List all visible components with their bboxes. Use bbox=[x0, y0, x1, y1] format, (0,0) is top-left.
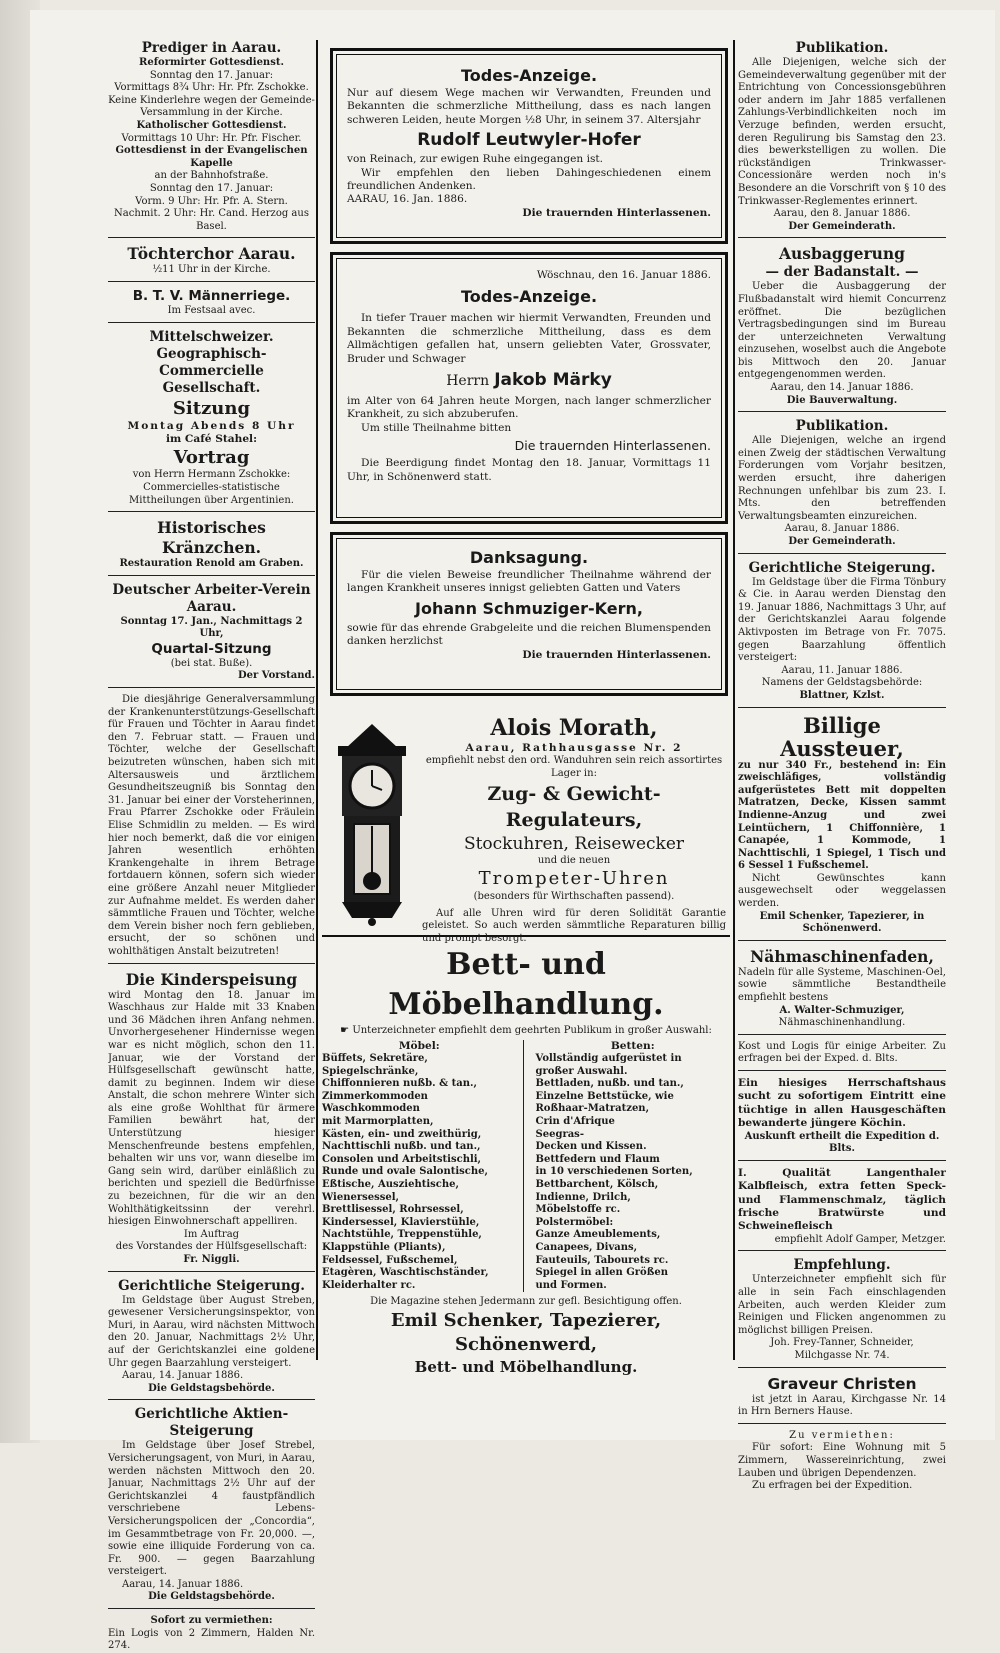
notice-title: Billige Aussteuer, bbox=[780, 712, 904, 761]
deceased-name: Rudolf Leutwyler-Hofer bbox=[417, 130, 641, 151]
notice-body: Alle Diejenigen, welche an irgend einen Zweig der städtischen Verwaltung Forderungen vom Vorjahr besitzen, werden ersucht, ihre daherigen Rechnungen unfehlbar bis zum 23. I. Mts. den betreffenden Verwaltungsbeamten einzureichen. bbox=[738, 435, 946, 522]
notice-body: Ein hiesiges Herrschaftshaus sucht zu sofortigem Eintritt eine tüchtige in allen Hausgeschäften bewanderte jüngere Köchin. bbox=[738, 1077, 946, 1130]
notice-body: zu nur 340 Fr., bestehend in: Ein zweischläfiges, vollständig aufgerüstetes Bett mit doppelten Matratzen, Decke, Kissen sammt Indienne-Anzug und zwei Leintüchern, 1 Chiffonnière, 1 Canapée, 1 Kommode, 1 Nachttischli, 1 Spiegel, 1 Tisch und 6 Sessel 1 Fußschemel. bbox=[738, 759, 946, 872]
list-item: Bettfedern und Flaum bbox=[535, 1153, 660, 1165]
notice-title: Die Kinderspeisung bbox=[125, 969, 298, 989]
kraenzchen-notice bbox=[108, 518, 315, 576]
kinderspeisung-notice bbox=[108, 970, 315, 1272]
list-item: Waschkommoden bbox=[322, 1103, 420, 1115]
text-line: an der Bahnhofstraße. bbox=[154, 170, 269, 182]
list-item: Chiffonnieren nußb. & tan., bbox=[322, 1078, 477, 1090]
signature: Die trauernden Hinterlassenen. bbox=[522, 206, 711, 219]
list-item: Vollständig aufgerüstet in bbox=[535, 1053, 682, 1064]
date-line: Aarau, 14. Januar 1886. bbox=[122, 1370, 244, 1382]
text-line: Sonntag den 17. Januar: bbox=[149, 69, 274, 81]
signature: Die trauernden Hinterlassenen. bbox=[522, 648, 711, 661]
empfehlung-notice bbox=[738, 1257, 946, 1367]
notice-body: wird Montag den 18. Januar im Waschhaus zur Halde mit 33 Knaben und 36 Mädchen ihren Anfang nehmen. Unvorhergesehener Hindernisse wegen war es nicht möglich, schon den 11. Januar, wie der Vorstand der Hülfsgesellschaft gewünscht hatte, damit zu beginnen. Indem wir diese Anstalt, die schon mehrere Winter sich als eine große Wohlthat für ärmere Familien bewährt hat, der Unterstützung hiesiger Menschenfreunde bestens empfehlen, behalten wir uns vor, wann dieselbe im Gang sein wird, darüber einläßlich zu berichten und speziell die Bedürfnisse zu bezeichnen, für die wir an den Wohlthätigkeitssinn der verehrl. hiesigen Einwohnerschaft appelliren. bbox=[108, 989, 315, 1228]
list-item: Seegras- bbox=[535, 1128, 584, 1140]
text-line: Reformirter Gottesdienst. bbox=[139, 57, 284, 68]
address-line: Aarau, Rathhausgasse Nr. 2 bbox=[465, 742, 683, 754]
aktien-steigerung-notice bbox=[108, 1406, 315, 1609]
list-item: Nachttischli nußb. und tan., bbox=[322, 1141, 481, 1153]
notice-title: Gerichtliche Steigerung. bbox=[118, 1277, 305, 1294]
wall-clock-icon bbox=[326, 718, 418, 928]
danksagung-notice bbox=[330, 532, 728, 696]
todes-anzeige-leutwyler bbox=[330, 48, 728, 244]
list-item: Brettlisessel, Rohrsessel, bbox=[322, 1204, 464, 1216]
notice-body: Ein Logis von 2 Zimmern, Halden Nr. 274. bbox=[108, 1627, 315, 1652]
list-item: Nachtstühle, Treppenstühle, bbox=[322, 1229, 482, 1241]
arbeiterverein-notice bbox=[108, 582, 315, 688]
signature: Die Bauverwaltung. bbox=[786, 394, 898, 406]
text-line: sowie für das ehrende Grabgeleite und die reichen Blumenspenden danken herzlichst bbox=[347, 621, 711, 648]
naehmaschinen-ad bbox=[738, 947, 946, 1035]
text-line: Wir empfehlen den lieben Dahingeschiedenen einem freundlichen Andenken. bbox=[347, 166, 711, 193]
toechterchor-notice bbox=[108, 244, 315, 282]
notice-title: Publikation. bbox=[795, 418, 889, 435]
product-columns bbox=[322, 1040, 730, 1293]
signature: Emil Schenker, Tapezierer, in Schönenwerd. bbox=[759, 910, 925, 935]
signature: Die trauernden Hinterlassenen. bbox=[514, 438, 711, 454]
text-line: Nicht Gewünschtes kann ausgewechselt oder weggelassen werden. bbox=[738, 872, 946, 910]
notice-body: Im Geldstage über Josef Strebel, Versicherungsagent, von Muri, in Aarau, werden nächsten Mittwoch den 20. Januar, Nachmittags 2½ Uhr auf der Gerichtskanzlei 4 faustpfändlich verschriebene Lebens-Versicherungspolicen der „Concordia“, im Gesammtbetrage von Fr. 20,000. —, sowie eine illiquide Forderung von ca. Fr. 900. — gegen Baarzahlung versteigert. bbox=[108, 1440, 315, 1578]
publikation-2 bbox=[738, 418, 946, 553]
gerichtliche-steigerung-right bbox=[738, 560, 946, 708]
list-item: Möbelstoffe rc. bbox=[535, 1204, 621, 1216]
text-line: Vorm. 9 Uhr: Hr. Pfr. A. Stern. bbox=[135, 195, 288, 207]
notice-title: Danksagung. bbox=[469, 548, 589, 567]
publikation-1 bbox=[738, 40, 946, 238]
prediger-notice bbox=[108, 40, 315, 238]
signature: empfiehlt Adolf Gamper, Metzger. bbox=[774, 1233, 946, 1245]
notice-body: In tiefer Trauer machen wir hiermit Verwandten, Freunden und Bekannten die schmerzliche Mittheilung, dass es dem Allmächtigen gefallen hat, unsern geliebten Vater, Grossvater, Bruder und Schwager bbox=[347, 312, 711, 365]
notice-title: Ausbaggerung bbox=[779, 244, 905, 264]
list-item: Ganze Ameublements, bbox=[535, 1229, 661, 1241]
notice-body: Nur auf diesem Wege machen wir Verwandten, Freunden und Bekannten die schmerzliche Mittheilung, dass es nach langen schweren Leiden, heute Morgen ½8 Uhr, in seinem 37. Altersjahr bbox=[347, 87, 711, 126]
text-line: und die neuen bbox=[537, 854, 611, 866]
text-line: Die Beerdigung findet Montag den 18. Januar, Vormittags 11 Uhr, in Schönenwerd statt. bbox=[347, 457, 711, 483]
text-line: Restauration Renold am Graben. bbox=[119, 558, 304, 570]
notice-title: Publikation. bbox=[795, 40, 889, 56]
signature: A. Walter-Schmuziger, bbox=[779, 1004, 905, 1016]
list-heading: Betten: bbox=[610, 1039, 655, 1052]
notice-body: Im Geldstage über August Streben, gewesener Versicherungsinspektor, von Muri, in Aarau, wird nächsten Mittwoch den 20. Januar, Nachmittags 2½ Uhr, auf der Gerichtskanzlei eine goldene Uhr gegen Baarzahlung versteigert. bbox=[108, 1294, 315, 1369]
date-line: Aarau, den 8. Januar 1886. bbox=[773, 208, 911, 220]
notice-body: Kost und Logis für einige Arbeiter. Zu erfragen bei der Exped. d. Blts. bbox=[738, 1040, 946, 1065]
notice-title: Nähmaschinenfaden, bbox=[750, 946, 934, 966]
date-line: AARAU, 16. Jan. 1886. bbox=[347, 193, 468, 206]
text-line: Sonntag 17. Jan., Nachmittags 2 Uhr, bbox=[120, 615, 303, 640]
list-item: Consolen und Arbeitstischli, bbox=[322, 1153, 482, 1165]
text-line: von Reinach, zur ewigen Ruhe eingegangen ist. bbox=[347, 153, 604, 166]
text-line: Vormittags 10 Uhr: Hr. Pfr. Fischer. bbox=[121, 132, 302, 144]
list-item: Eßtische, Ausziehtische, bbox=[322, 1178, 459, 1190]
notice-title: Empfehlung. bbox=[793, 1257, 891, 1274]
text-line: Katholischer Gottesdienst. bbox=[136, 119, 287, 131]
list-item: Büffets, Sekretäre, bbox=[322, 1053, 428, 1064]
list-item: Spiegelschränke, bbox=[322, 1065, 419, 1077]
notice-title: Todes-Anzeige. bbox=[460, 287, 598, 307]
list-item: großer Auswahl. bbox=[535, 1065, 628, 1077]
list-item: Indienne, Drilch, bbox=[535, 1191, 631, 1203]
list-item: Bettladen, nußb. und tan., bbox=[535, 1078, 684, 1090]
signature: Der Gemeinderath. bbox=[788, 536, 896, 547]
list-item: Bettbarchent, Kölsch, bbox=[535, 1178, 659, 1190]
notice-title: Zu vermiethen: bbox=[789, 1429, 895, 1441]
signature: Bett- und Möbelhandlung. bbox=[414, 1357, 638, 1376]
signature: Nähmaschinenhandlung. bbox=[778, 1017, 906, 1029]
text-line: (bei stat. Buße). bbox=[170, 657, 253, 669]
list-item: Kästen, ein- und zweithürig, bbox=[322, 1128, 482, 1140]
list-item: Runde und ovale Salontische, bbox=[322, 1166, 488, 1178]
list-item: in 10 verschiedenen Sorten, bbox=[535, 1166, 693, 1178]
notice-body: Die diesjährige Generalversammlung der Krankenunterstützungs-Gesellschaft für Frauen und Töchter in Aarau findet den 7. Februar statt. — Frauen und Töchter, welche der Gesellschaft beizutreten wünschen, haben sich mit Altersausweis und ärztlichem Gesundheitszeugniß bis Sonntag den 31. Januar bei einer der Vorsteherinnen, Frau Pfarrer Zschokke oder Fräulein Elise Schmidlin zu melden. — Es wird hier noch bemerkt, daß die vor einigen Jahren wesentlich erhöhten Krankengehalte in ihrem Betrage fortdauern können, sofern sich wieder eine größere Anzahl neuer Mitglieder zur Aufnahme meldet. Es werden daher sämmtliche Frauen und Töchter, welche dem Verein bisher noch fern geblieben, ersucht, der so schönen und wohlthätigen Anstalt beizutreten! bbox=[108, 694, 315, 957]
notice-title: Prediger in Aarau. bbox=[141, 40, 282, 56]
text-line: des Vorstandes der Hülfsgesellschaft: bbox=[115, 1241, 308, 1253]
ausbaggerung-notice bbox=[738, 244, 946, 412]
signature: Der Gemeinderath. bbox=[788, 220, 896, 232]
text-line: Versammlung in der Kirche. bbox=[140, 107, 283, 119]
geo-society-notice bbox=[108, 329, 315, 513]
moebel-list bbox=[322, 1040, 524, 1293]
text-line: Auskunft ertheilt die Expedition d. Blts. bbox=[744, 1130, 940, 1155]
signature: Emil Schenker, Tapezierer, Schönenwerd, bbox=[390, 1309, 662, 1355]
herrschaftshaus-notice bbox=[738, 1077, 946, 1161]
list-item: Kindersessel, Klavierstühle, bbox=[322, 1216, 480, 1228]
notice-body: Auf alle Uhren wird für deren Solidität Garantie geleistet. So auch werden sämmtliche Reparaturen billig und prompt besorgt. bbox=[422, 907, 726, 944]
text-line: von Herrn Hermann Zschokke: bbox=[132, 469, 291, 481]
footer-line: Die Magazine stehen Jedermann zur gefl. Besichtigung offen. bbox=[370, 1296, 682, 1308]
signature: Joh. Frey-Tanner, Schneider, bbox=[770, 1337, 914, 1349]
text-line: im Café Stahel: bbox=[166, 432, 257, 445]
metzger-ad bbox=[738, 1167, 946, 1252]
signature: Der Vorstand. bbox=[237, 670, 315, 682]
text-line: Namens der Geldstagsbehörde: bbox=[761, 677, 923, 689]
vermieten-right-notice bbox=[738, 1430, 946, 1493]
pointing-hand-icon: ☛ bbox=[340, 1025, 353, 1036]
date-line: Aarau, 14. Januar 1886. bbox=[122, 1578, 244, 1590]
text-line: Montag Abends 8 Uhr bbox=[127, 419, 296, 432]
list-item: Spiegel in allen Größen bbox=[535, 1267, 668, 1279]
date-line: Aarau, 11. Januar 1886. bbox=[781, 664, 903, 676]
notice-body: ist jetzt in Aarau, Kirchgasse Nr. 14 in Hrn Berners Hause. bbox=[738, 1393, 946, 1418]
text-line: empfiehlt nebst den ord. Wanduhren sein reich assortirtes Lager in: bbox=[425, 755, 723, 779]
ad-title: Bett- und Möbelhandlung. bbox=[388, 947, 664, 1022]
text-line: Nachmit. 2 Uhr: Hr. Cand. Herzog aus Basel. bbox=[114, 208, 309, 232]
notice-title: B. T. V. Männerriege. bbox=[132, 287, 291, 304]
deceased-name: Jakob Märky bbox=[494, 370, 612, 391]
krankenverein-notice bbox=[108, 694, 315, 963]
text-line: Gottesdienst in der Evangelischen Kapelle bbox=[115, 145, 308, 169]
date-line: Wöschnau, den 16. Januar 1886. bbox=[536, 269, 711, 281]
notice-body: Ueber die Ausbaggerung der Flußbadanstalt wird hiemit Concurrenz eröffnet. Die bezüglichen Vertragsbedingungen sind im Bureau der unterzeichneten Verwaltung einzusehen, woselbst auch die Angebote bis Mittwoch den 20. Januar entgegengenommen werden. bbox=[738, 281, 946, 381]
notice-body: I. Qualität Langenthaler Kalbfleisch, extra fetten Speck- und Flammenschmalz, täglich frische Bratwürste und Schweinefleisch bbox=[738, 1166, 946, 1233]
text-line: Keine Kinderlehre wegen der Gemeinde- bbox=[108, 94, 315, 106]
deceased-name: Johann Schmuziger-Kern, bbox=[415, 598, 643, 618]
list-item: Einzelne Bettstücke, wie bbox=[535, 1090, 674, 1102]
list-item: Wienersessel, bbox=[322, 1191, 400, 1203]
signature: Milchgasse Nr. 74. bbox=[794, 1350, 890, 1361]
aussteuer-ad bbox=[738, 714, 946, 941]
notice-body: Im Geldstage über die Firma Tönbury & Cie. in Aarau werden Dienstag den 19. Januar 1886, Nachmittags 3 Uhr, auf der Gerichtskanzlei Aarau folgende Aktivposten im Betrage von Fr. 7075. gegen Baarzahlung öffentlich versteigert: bbox=[738, 576, 946, 664]
left-column bbox=[108, 40, 315, 1653]
notice-body: Unterzeichneter empfiehlt sich für alle in sein Fach einschlagenden Arbeiten, auch werden Kleider zum Reinigen und Flicken angenommen zu möglichst billigen Preisen. bbox=[738, 1274, 946, 1336]
list-item: Kleiderhalter rc. bbox=[322, 1279, 416, 1291]
date-line: Aarau, den 14. Januar 1886. bbox=[770, 382, 914, 394]
todes-anzeige-maerky bbox=[330, 252, 728, 524]
column-rule-right bbox=[733, 40, 735, 1360]
text-line: im Alter von 64 Jahren heute Morgen, nach langer schmerzlicher Krankheit, zu sich abzuberufen. bbox=[347, 395, 711, 421]
notice-body: Nadeln für alle Systeme, Maschinen-Oel, sowie sämmtliche Bestandtheile empfiehlt bestens bbox=[738, 966, 946, 1004]
merchant-name: Alois Morath, bbox=[490, 715, 658, 741]
gerichtliche-steigerung-left bbox=[108, 1278, 315, 1401]
honorific: Herrn bbox=[446, 373, 490, 390]
text-line: Zu erfragen bei der Expedition. bbox=[752, 1480, 913, 1492]
list-item: Roßhaar-Matratzen, bbox=[535, 1103, 650, 1115]
notice-title: Gerichtliche Steigerung. bbox=[748, 559, 936, 576]
product-heading: Trompeter-Uhren bbox=[478, 868, 670, 890]
list-heading: Möbel: bbox=[398, 1039, 440, 1052]
notice-subtitle: Sitzung bbox=[172, 397, 251, 419]
list-item: Canapees, Divans, bbox=[535, 1241, 638, 1253]
btv-notice bbox=[108, 288, 315, 323]
kost-logis-notice bbox=[738, 1041, 946, 1071]
notice-title: Gerichtliche Aktien-Steigerung bbox=[134, 1406, 289, 1440]
intro-line bbox=[322, 1025, 730, 1038]
signature: Fr. Niggli. bbox=[183, 1254, 240, 1265]
list-item: Klappstühle (Pliants), bbox=[322, 1241, 446, 1253]
notice-title: Töchterchor Aarau. bbox=[127, 244, 296, 264]
text-line: Commercielles-statistische Mittheilungen über Argentinien. bbox=[129, 481, 294, 506]
product-heading: Zug- & Gewicht-Regulateurs, bbox=[487, 782, 661, 831]
notice-subtitle: Quartal-Sitzung bbox=[151, 640, 272, 657]
betten-list bbox=[536, 1040, 731, 1293]
signature: Die Geldstagsbehörde. bbox=[148, 1591, 275, 1603]
notice-body: Für die vielen Beweise freundlicher Theilnahme während der langen Krankheit unseres innigst geliebten Gatten und Vaters bbox=[347, 569, 711, 595]
intro-text: Unterzeichneter empfiehlt dem geehrten Publikum in großer Auswahl: bbox=[352, 1025, 712, 1036]
text-line: Im Auftrag bbox=[183, 1228, 240, 1240]
vermieten-left-notice bbox=[108, 1615, 315, 1653]
list-item: Zimmerkommoden bbox=[322, 1090, 428, 1102]
notice-subtitle: — der Badanstalt. — bbox=[765, 264, 919, 281]
notice-title: Historisches Kränzchen. bbox=[157, 518, 266, 558]
list-item: Etagèren, Waschtischständer, bbox=[322, 1267, 489, 1279]
column-rule-left bbox=[316, 40, 318, 1360]
text-line: Vormittags 8¾ Uhr: Hr. Pfr. Zschokke. bbox=[114, 82, 309, 94]
notice-title: Graveur Christen bbox=[767, 1374, 917, 1393]
notice-subtitle: Vortrag bbox=[173, 447, 250, 469]
morath-ad bbox=[322, 710, 730, 944]
list-item: Polstermöbel: bbox=[535, 1216, 614, 1228]
list-item: Crin d'Afrique bbox=[535, 1115, 615, 1127]
text-line: Um stille Theilnahme bitten bbox=[361, 421, 512, 434]
date-line: Aarau, 8. Januar 1886. bbox=[784, 523, 900, 535]
notice-title: Todes-Anzeige. bbox=[460, 66, 598, 85]
list-item: und Formen. bbox=[535, 1279, 607, 1291]
product-heading: Stockuhren, Reisewecker bbox=[463, 833, 685, 854]
right-column bbox=[738, 40, 946, 1493]
moebelhandlung-ad bbox=[322, 945, 730, 1377]
list-item: Fauteuils, Tabourets rc. bbox=[535, 1254, 669, 1266]
notice-body: Für sofort: Eine Wohnung mit 5 Zimmern, Wassereinrichtung, zwei Lauben und übrigen Dependenzen. bbox=[738, 1442, 946, 1479]
notice-title: Deutscher Arbeiter-Verein Aarau. bbox=[112, 581, 311, 615]
signature: Die Geldstagsbehörde. bbox=[148, 1382, 275, 1394]
text-line: ½11 Uhr in der Kirche. bbox=[152, 264, 271, 276]
notice-title: Mittelschweizer. Geographisch-Commercielle Gesellschaft. bbox=[149, 328, 274, 396]
notice-body: Alle Diejenigen, welche sich der Gemeindeverwaltung gegenüber mit der Entrichtung von Concessionsgebühren oder andern im Jahr 1885 verfallenen Zahlungs-Verbindlichkeiten noch im Verzuge befinden, werden ersucht, deren Regulirung bis Samstag den 23. dies bewerkstelligen zu wollen. Die rückständigen Trinkwasser-Concessionäre werden noch in's Besondere an die Vorschrift von § 10 des Trinkwasser-Reglementes erinnert. bbox=[738, 57, 946, 207]
text-line: Im Festsaal avec. bbox=[167, 304, 256, 316]
graveur-notice bbox=[738, 1374, 946, 1424]
notice-title: Sofort zu vermiethen: bbox=[150, 1615, 273, 1627]
text-line: Sonntag den 17. Januar: bbox=[149, 182, 274, 194]
list-item: mit Marmorplatten, bbox=[322, 1115, 434, 1127]
signature: Blattner, Kzlst. bbox=[799, 689, 885, 701]
list-item: Feldsessel, Fußschemel, bbox=[322, 1254, 458, 1266]
list-item: Decken und Kissen. bbox=[535, 1141, 647, 1153]
text-line: (besonders für Wirthschaften passend). bbox=[473, 891, 675, 903]
